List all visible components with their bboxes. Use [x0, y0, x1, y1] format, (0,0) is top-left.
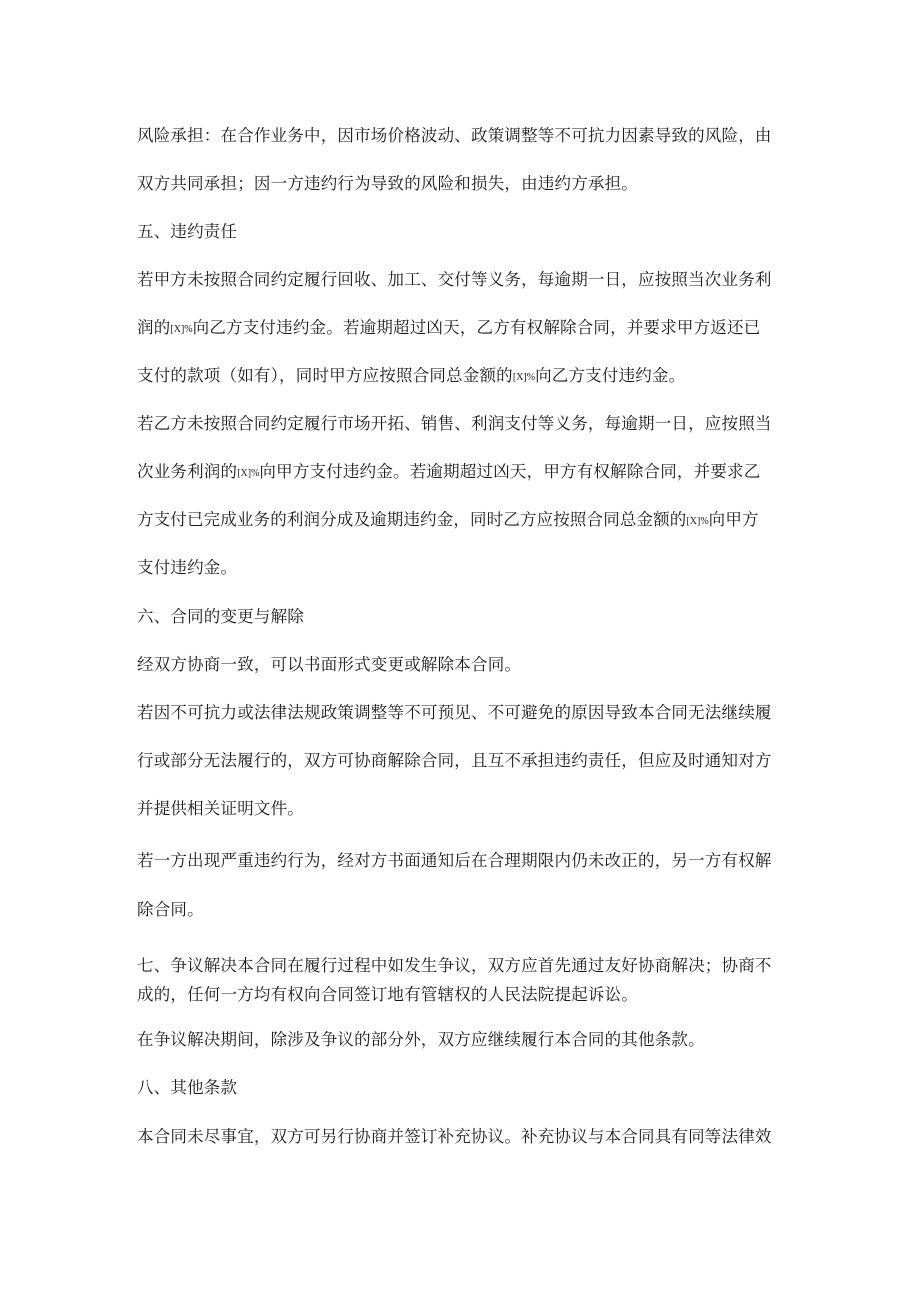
other-terms-line-1: 本合同未尽事宜，双方可另行协商并签订补充协议。补充协议与本合同具有同等法律效	[137, 1127, 772, 1146]
dispute-line-2: 成的，任何一方均有权向合同签订地有管辖权的人民法院提起诉讼。	[137, 985, 638, 1004]
dispute-period-paragraph: 在争议解决期间，除涉及争议的部分外，双方应继续履行本合同的其他条款。	[137, 1030, 705, 1049]
text-run: 方支付已完成业务的利润分成及逾期违约金，同时乙方应按照合同总金额的	[137, 510, 687, 529]
force-majeure-line-3: 并提供相关证明文件。	[137, 799, 304, 818]
party-b-breach-line-1: 若乙方未按照合同约定履行市场开拓、销售、利润支付等义务，每逾期一日，应按照当	[137, 414, 772, 433]
section-8-heading: 八、其他条款	[137, 1078, 238, 1097]
party-a-breach-line-2	[137, 317, 760, 341]
text-run: 次业务利润的	[137, 462, 238, 481]
party-b-breach-line-3	[137, 509, 759, 533]
section-6-heading: 六、合同的变更与解除	[137, 607, 304, 626]
risk-paragraph-line-1: 风险承担：在合作业务中，因市场价格波动、政策调整等不可抗力因素导致的风险，由	[137, 126, 772, 145]
text-run: 支付的款项（如有），同时甲方应按照合同总金额的	[137, 366, 513, 385]
force-majeure-line-1: 若因不可抗力或法律法规政策调整等不可预见、不可避免的原因导致本合同无法继续履	[137, 703, 772, 722]
dispute-line-1: 七、争议解决本合同在履行过程中如发生争议，双方应首先通过友好协商解决；协商不	[137, 956, 772, 975]
section-5-heading: 五、违约责任	[137, 222, 238, 241]
percent-placeholder: [X]%	[686, 516, 709, 527]
party-b-breach-line-2	[137, 461, 760, 485]
termination-line-2: 除合同。	[137, 900, 204, 919]
text-run: 向乙方支付违约金。若逾期超过凶天，乙方有权解除合同，并要求甲方返还已	[192, 318, 761, 337]
text-run: 向甲方支付违约金。若逾期超过凶天，甲方有权解除合同，并要求乙	[259, 462, 761, 481]
text-run: 向乙方支付违约金。	[535, 366, 686, 385]
risk-paragraph-line-2: 双方共同承担；因一方违约行为导致的风险和损失，由违约方承担。	[137, 174, 638, 193]
amendment-paragraph: 经双方协商一致，可以书面形式变更或解除本合同。	[137, 655, 522, 674]
force-majeure-line-2: 行或部分无法履行的，双方可协商解除合同，且互不承担违约责任，但应及时通知对方	[137, 751, 772, 770]
text-run: 向甲方	[708, 510, 759, 529]
termination-line-1: 若一方出现严重违约行为，经对方书面通知后在合理期限内仍未改正的，另一方有权解	[137, 851, 772, 870]
percent-placeholder: [X]%	[170, 324, 193, 335]
party-b-breach-line-4: 支付违约金。	[137, 558, 238, 577]
percent-placeholder: [X]%	[512, 372, 536, 383]
party-a-breach-line-3	[137, 365, 685, 389]
percent-placeholder: [X]%	[237, 468, 260, 479]
party-a-breach-line-1: 若甲方未按照合同约定履行回收、加工、交付等义务，每逾期一日，应按照当次业务利	[137, 270, 772, 289]
text-run: 润的	[137, 318, 171, 337]
